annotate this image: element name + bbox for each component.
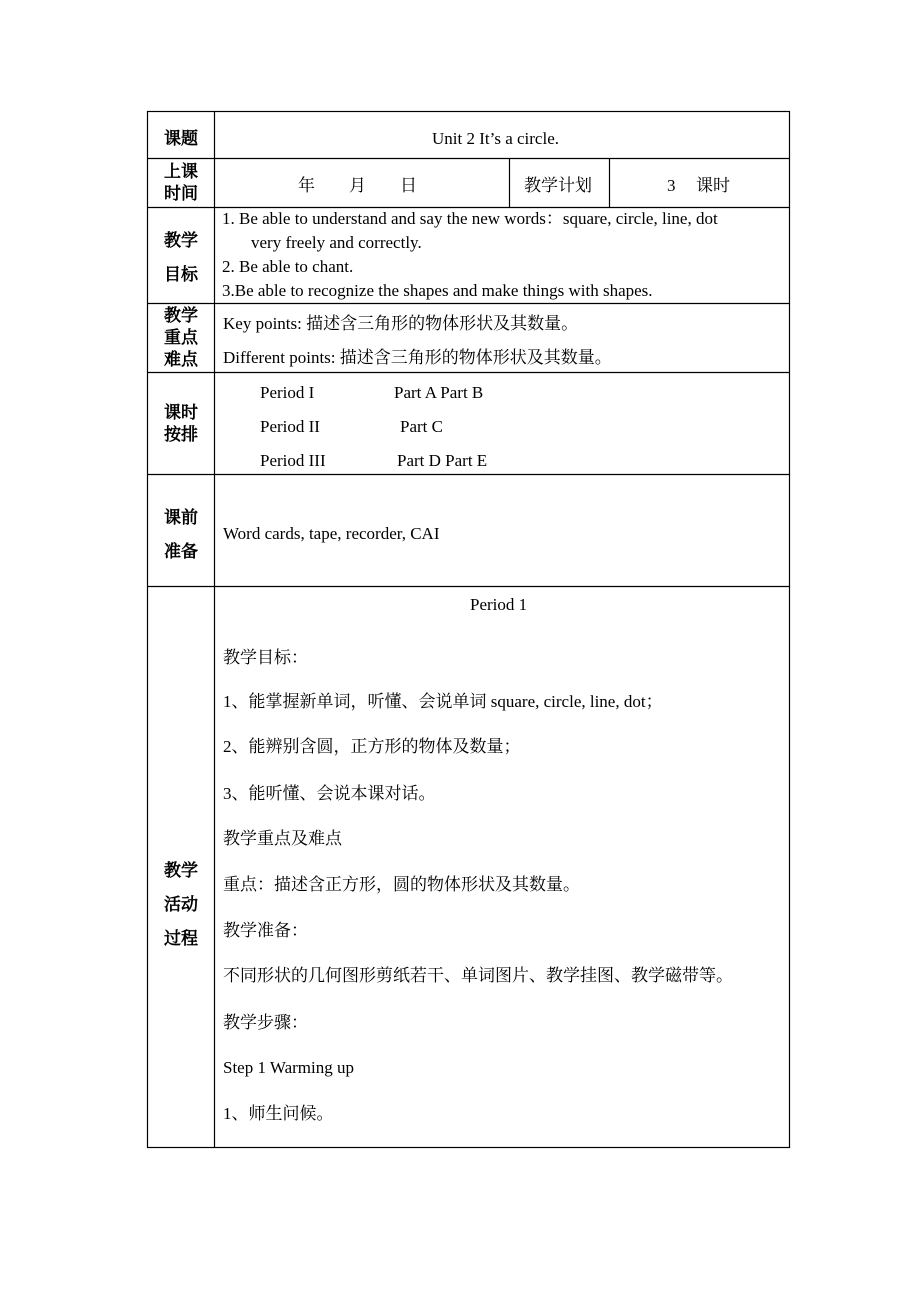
process-line: Step 1 Warming up: [223, 1058, 355, 1077]
focus-label-line3: 难点: [164, 350, 198, 369]
goal-item: very freely and correctly.: [251, 233, 422, 252]
topic-value: Unit 2 It’s a circle.: [432, 129, 559, 148]
period-parts: Part C: [400, 417, 443, 436]
prep-materials: Word cards, tape, recorder, CAI: [223, 524, 440, 543]
period-name: Period III: [260, 451, 326, 470]
process-line: 教学重点及难点: [223, 829, 342, 848]
period-parts: Part A Part B: [394, 383, 484, 402]
goals-label-line2: 目标: [164, 265, 198, 284]
process-label-line1: 教学: [164, 861, 198, 880]
plan-label: 教学计划: [524, 176, 592, 195]
process-line: 不同形状的几何图形剪纸若干、单词图片、教学挂图、教学磁带等。: [223, 966, 733, 985]
period-name: Period I: [260, 383, 315, 402]
process-heading: Period 1: [470, 595, 528, 614]
process-label-line2: 活动: [164, 895, 198, 914]
schedule-label-line2: 按排: [164, 425, 198, 444]
process-line: 3、能听懂、会说本课对话。: [223, 784, 436, 803]
period-parts: Part D Part E: [397, 451, 488, 470]
prep-label-line2: 准备: [164, 542, 198, 561]
period-unit: 课时: [696, 176, 730, 195]
process-line: 教学准备：: [223, 921, 308, 940]
goal-item: 3.Be able to recognize the shapes and make things with shapes.: [222, 281, 653, 300]
period-name: Period II: [260, 417, 320, 436]
key-points: Key points: 描述含三角形的物体形状及其数量。: [223, 314, 579, 333]
process-line: 2、能辨别含圆，正方形的物体及数量；: [223, 737, 521, 756]
prep-label-line1: 课前: [164, 508, 198, 527]
process-line: 1、能掌握新单词，听懂、会说单词 square, circle, line, dot；: [223, 692, 663, 711]
process-line: 教学步骤：: [223, 1013, 308, 1032]
goals-label-line1: 教学: [164, 231, 198, 250]
period-count: 3: [667, 176, 676, 195]
time-label-line2: 时间: [164, 184, 198, 203]
different-points: Different points: 描述含三角形的物体形状及其数量。: [223, 348, 612, 367]
process-line: 重点：描述含正方形，圆的物体形状及其数量。: [223, 875, 580, 894]
schedule-label-line1: 课时: [164, 403, 198, 422]
process-line: 教学目标：: [223, 648, 308, 667]
time-label-line1: 上课: [164, 162, 198, 181]
process-line: 1、师生问候。: [223, 1104, 334, 1123]
process-label-line3: 过程: [164, 929, 198, 948]
topic-label: 课题: [164, 129, 198, 148]
date-field: 年 月 日: [298, 176, 417, 195]
goal-item: 1. Be able to understand and say the new words：square, circle, line, dot: [222, 209, 718, 228]
focus-label-line2: 重点: [164, 328, 198, 347]
goal-item: 2. Be able to chant.: [222, 257, 354, 276]
focus-label-line1: 教学: [164, 306, 198, 325]
